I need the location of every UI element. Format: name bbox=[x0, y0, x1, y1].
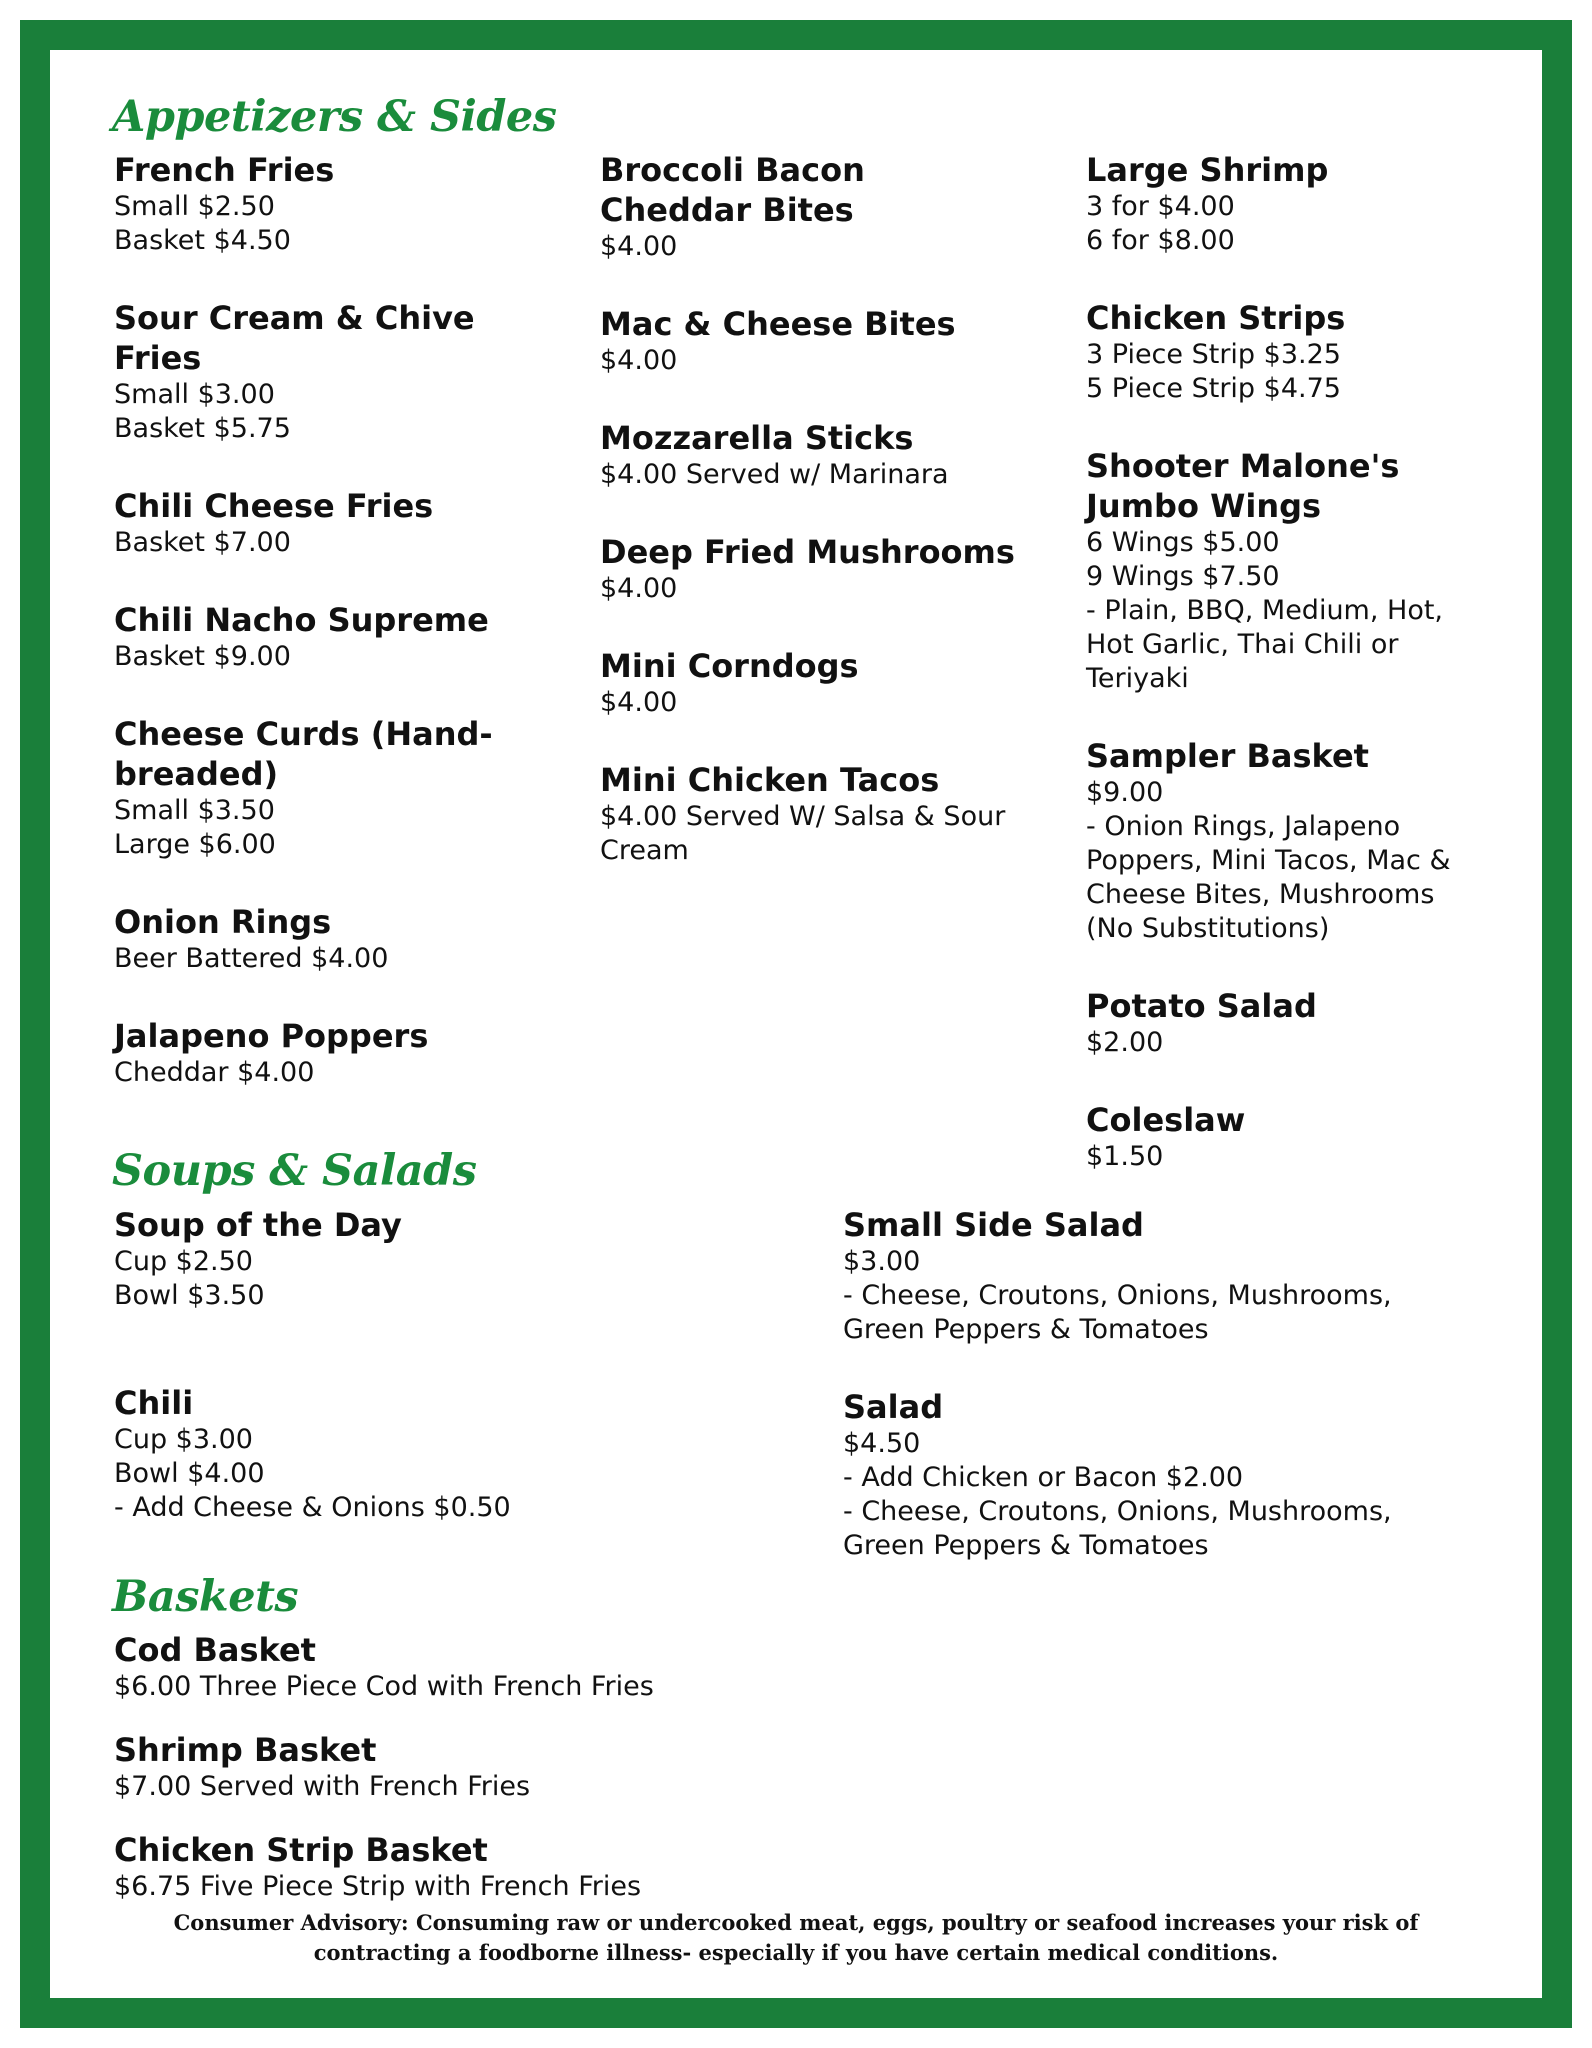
menu-item-name: Jalapeno Poppers bbox=[114, 1017, 429, 1055]
consumer-advisory: Consumer Advisory: Consuming raw or undercooked meat, eggs, poultry or seafood increases your risk of contracting a foodborne illness- especially if you have certain medical conditions. bbox=[173, 1910, 1419, 1965]
menu-item-name: Mini Chicken Tacos bbox=[600, 761, 940, 799]
menu-item-price: $4.00 Served W/ Salsa & Sour Cream bbox=[600, 801, 1006, 866]
menu-item-note: - Add Chicken or Bacon $2.00 bbox=[843, 1462, 1244, 1493]
menu-item-price: $6.75 Five Piece Strip with French Fries bbox=[114, 1871, 642, 1902]
menu-item bbox=[114, 150, 514, 258]
section-title-soups-salads: Soups & Salads bbox=[112, 1146, 477, 1196]
menu-item bbox=[114, 600, 514, 674]
menu-item-price: Large $6.00 bbox=[114, 829, 276, 860]
menu-item-name: Cheese Curds (Hand-breaded) bbox=[114, 715, 493, 793]
menu-item-name: French Fries bbox=[114, 151, 335, 189]
menu-item-price: Small $2.50 bbox=[114, 191, 275, 222]
menu-item-name: Shrimp Basket bbox=[114, 1731, 377, 1769]
menu-item bbox=[600, 418, 1020, 492]
menu-item bbox=[114, 1205, 674, 1313]
menu-item-price: Small $3.50 bbox=[114, 795, 275, 826]
appetizers-column-1 bbox=[114, 150, 514, 1130]
menu-item-name: Small Side Salad bbox=[843, 1206, 1144, 1244]
menu-item-price: $4.00 bbox=[600, 573, 678, 604]
menu-item bbox=[114, 714, 514, 862]
menu-item-price: $2.00 bbox=[1086, 1027, 1164, 1058]
menu-item bbox=[600, 646, 1020, 720]
menu-item bbox=[114, 1383, 674, 1525]
menu-item-name: Broccoli Bacon Cheddar Bites bbox=[600, 151, 865, 229]
menu-item-name: Salad bbox=[843, 1388, 944, 1426]
menu-item-name: Deep Fried Mushrooms bbox=[600, 533, 1015, 571]
menu-item-price: 3 for $4.00 bbox=[1086, 191, 1235, 222]
menu-item-price: 6 for $8.00 bbox=[1086, 225, 1235, 256]
menu-item-name: Chicken Strip Basket bbox=[114, 1831, 488, 1869]
menu-item-note: - Cheese, Croutons, Onions, Mushrooms, Green Peppers & Tomatoes bbox=[843, 1280, 1392, 1345]
menu-item-price: Bowl $3.50 bbox=[114, 1280, 265, 1311]
menu-item bbox=[1086, 986, 1486, 1060]
menu-item-price: Basket $5.75 bbox=[114, 413, 291, 444]
menu-item-price: $4.00 Served w/ Marinara bbox=[600, 459, 949, 490]
menu-item-name: Chili Nacho Supreme bbox=[114, 601, 489, 639]
menu-item-price: $9.00 bbox=[1086, 777, 1164, 808]
menu-item bbox=[1086, 298, 1486, 406]
menu-item-price: $4.00 bbox=[600, 345, 678, 376]
menu-item-price: $1.50 bbox=[1086, 1141, 1164, 1172]
soups-column-2 bbox=[843, 1205, 1463, 1603]
menu-item-name: Chicken Strips bbox=[1086, 299, 1346, 337]
menu-item-price: 6 Wings $5.00 bbox=[1086, 527, 1280, 558]
menu-item bbox=[843, 1205, 1463, 1347]
menu-item-name: Onion Rings bbox=[114, 903, 332, 941]
menu-item-price: $7.00 Served with French Fries bbox=[114, 1771, 531, 1802]
menu-item-price: Basket $4.50 bbox=[114, 225, 291, 256]
menu-item-price: Basket $7.00 bbox=[114, 527, 291, 558]
menu-item-price: Cheddar $4.00 bbox=[114, 1057, 315, 1088]
menu-item-name: Mini Corndogs bbox=[600, 647, 859, 685]
menu-item-price: Basket $9.00 bbox=[114, 641, 291, 672]
menu-item-price: Small $3.00 bbox=[114, 379, 275, 410]
menu-item bbox=[1086, 150, 1486, 258]
section-title-appetizers: Appetizers & Sides bbox=[112, 92, 557, 142]
menu-item-price: 5 Piece Strip $4.75 bbox=[1086, 373, 1341, 404]
menu-item-note: - Onion Rings, Jalapeno Poppers, Mini Tacos, Mac & Cheese Bites, Mushrooms (No Substitutions) bbox=[1086, 811, 1451, 944]
menu-item-price: Bowl $4.00 bbox=[114, 1458, 265, 1489]
menu-item-note: - Cheese, Croutons, Onions, Mushrooms, Green Peppers & Tomatoes bbox=[843, 1496, 1392, 1561]
menu-item-price: 3 Piece Strip $3.25 bbox=[1086, 339, 1341, 370]
menu-item-name: Sampler Basket bbox=[1086, 737, 1369, 775]
menu-item-name: Cod Basket bbox=[114, 1631, 316, 1669]
menu-item-price: 9 Wings $7.50 bbox=[1086, 561, 1280, 592]
menu-item-note: - Add Cheese & Onions $0.50 bbox=[114, 1492, 511, 1523]
menu-item bbox=[600, 760, 1020, 868]
menu-item bbox=[600, 532, 1020, 606]
menu-item-price: Cup $3.00 bbox=[114, 1424, 253, 1455]
menu-item-name: Sour Cream & Chive Fries bbox=[114, 299, 475, 377]
menu-item bbox=[114, 1830, 814, 1904]
menu-item bbox=[114, 298, 514, 446]
menu-item bbox=[114, 1730, 814, 1804]
menu-item-price: $4.00 bbox=[600, 231, 678, 262]
soups-column-1 bbox=[114, 1205, 674, 1595]
menu-item-note: - Plain, BBQ, Medium, Hot, Hot Garlic, Thai Chili or Teriyaki bbox=[1086, 595, 1444, 694]
menu-item bbox=[600, 150, 1020, 264]
appetizers-column-2 bbox=[600, 150, 1020, 908]
menu-item-name: Chili bbox=[114, 1384, 194, 1422]
menu-item-name: Coleslaw bbox=[1086, 1101, 1246, 1139]
menu-item-price: $3.00 bbox=[843, 1246, 921, 1277]
menu-item-price: $6.00 Three Piece Cod with French Fries bbox=[114, 1671, 654, 1702]
menu-item-price: Cup $2.50 bbox=[114, 1246, 253, 1277]
menu-item-name: Soup of the Day bbox=[114, 1206, 402, 1244]
menu-item bbox=[114, 486, 514, 560]
menu-item bbox=[1086, 736, 1486, 946]
baskets-column-1 bbox=[114, 1630, 814, 1930]
section-title-baskets: Baskets bbox=[112, 1572, 299, 1622]
appetizers-column-3 bbox=[1086, 150, 1486, 1214]
menu-item-name: Chili Cheese Fries bbox=[114, 487, 434, 525]
menu-item bbox=[600, 304, 1020, 378]
menu-item bbox=[843, 1387, 1463, 1563]
menu-item-price: $4.00 bbox=[600, 687, 678, 718]
menu-item-name: Large Shrimp bbox=[1086, 151, 1329, 189]
menu-item bbox=[1086, 1100, 1486, 1174]
menu-item bbox=[1086, 446, 1486, 696]
menu-item bbox=[114, 902, 514, 976]
menu-item-price: Beer Battered $4.00 bbox=[114, 943, 389, 974]
menu-item-name: Mozzarella Sticks bbox=[600, 419, 914, 457]
menu-item bbox=[114, 1630, 814, 1704]
menu-item bbox=[114, 1016, 514, 1090]
menu-item-price: $4.50 bbox=[843, 1428, 921, 1459]
menu-item-name: Potato Salad bbox=[1086, 987, 1317, 1025]
menu-item-name: Mac & Cheese Bites bbox=[600, 305, 956, 343]
menu-item-name: Shooter Malone's Jumbo Wings bbox=[1086, 447, 1400, 525]
